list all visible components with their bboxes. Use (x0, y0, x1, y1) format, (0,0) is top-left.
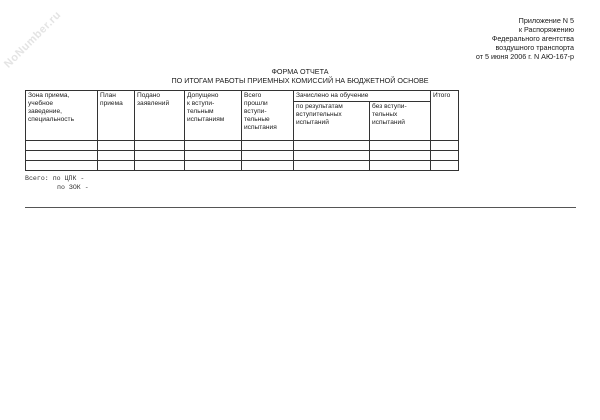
header-passed: Всего прошли вступи- тельные испытания (242, 91, 294, 141)
header-enrolled-results: по результатам вступительных испытаний (294, 102, 370, 141)
totals-line-zok: по ЗОК - (57, 183, 89, 191)
header-enrolled: Зачислено на обучение (294, 91, 431, 102)
form-title (0, 68, 600, 85)
table-row (26, 161, 459, 171)
totals-block (25, 175, 89, 192)
header-plan: План приема (98, 91, 135, 141)
report-table (25, 90, 459, 171)
totals-line-cpk: Всего: по ЦПК - (25, 175, 85, 182)
divider-line (25, 207, 576, 208)
table-row (26, 151, 459, 161)
appendix-block (476, 16, 574, 61)
form-title-line1: ФОРМА ОТЧЕТА (271, 67, 329, 76)
header-total: Итого (431, 91, 459, 141)
appendix-line: Федерального агентства (491, 34, 574, 43)
header-zone: Зона приема, учебное заведение, специальность (26, 91, 98, 141)
table-row (26, 141, 459, 151)
appendix-line: от 5 июня 2006 г. N АЮ-167-р (475, 52, 574, 61)
appendix-line: к Распоряжению (518, 25, 574, 34)
header-enrolled-without: без вступи- тельных испытаний (370, 102, 431, 141)
header-submitted: Подано заявлений (135, 91, 185, 141)
form-title-line2: ПО ИТОГАМ РАБОТЫ ПРИЕМНЫХ КОМИССИЙ НА БЮДЖЕТНОЙ ОСНОВЕ (171, 75, 429, 85)
appendix-line: Приложение N 5 (518, 16, 574, 25)
watermark-logo: NoNumber.ru (2, 8, 64, 71)
header-admitted: Допущено к вступи- тельным испытаниям (185, 91, 242, 141)
appendix-line: воздушного транспорта (495, 43, 574, 52)
